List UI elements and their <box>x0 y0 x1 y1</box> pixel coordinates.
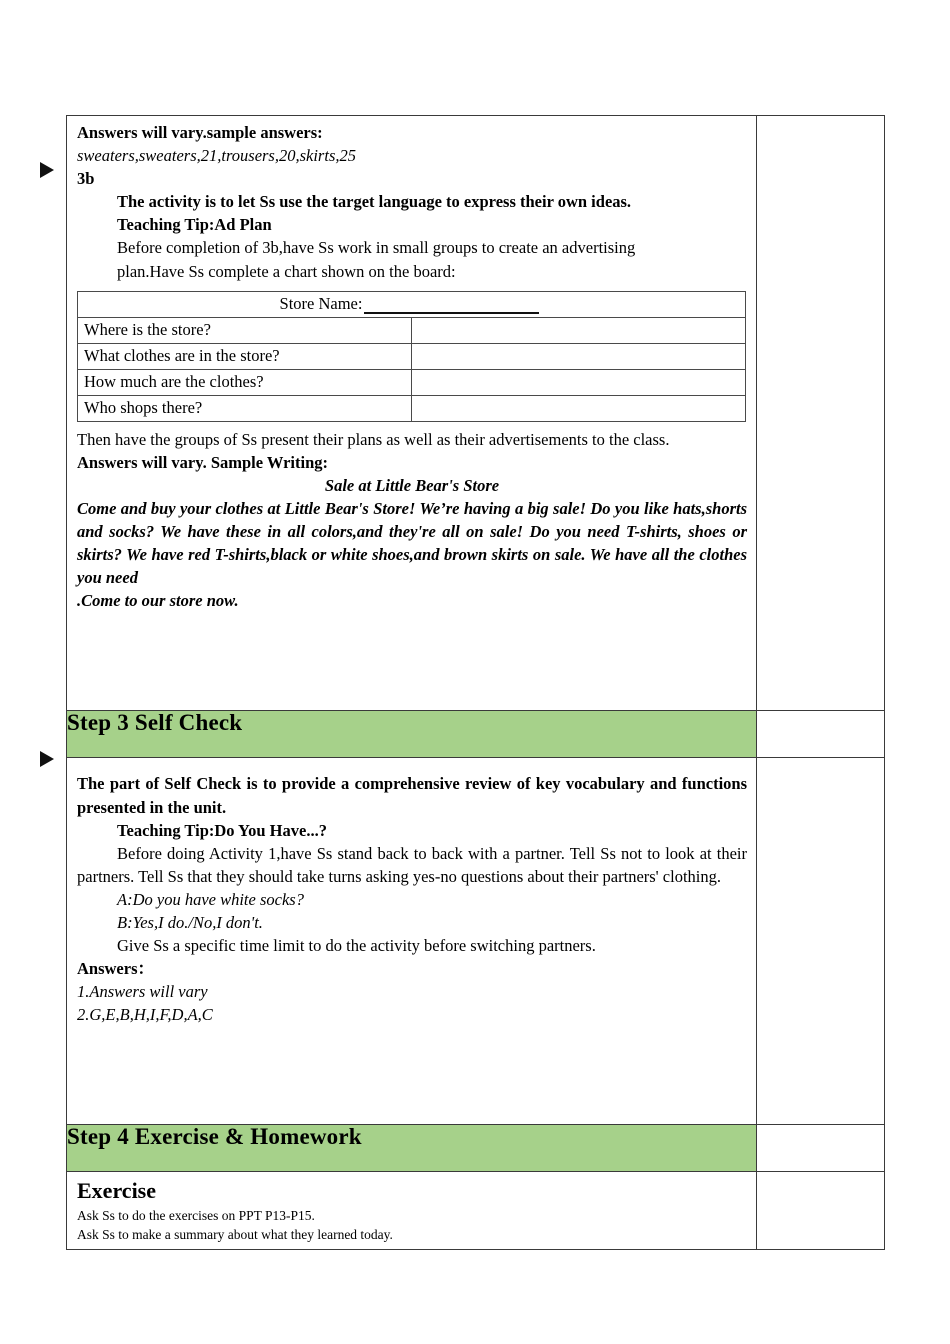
cell-step3-notes-column[interactable] <box>757 758 885 1125</box>
table-row-step3-content <box>67 758 885 1125</box>
table-row <box>78 317 746 343</box>
cell-exercise-content <box>67 1172 757 1249</box>
selfcheck-answer-2: 2.G,E,B,H,I,F,D,A,C <box>77 1005 213 1025</box>
cell-step3-banner-notes[interactable] <box>757 711 885 758</box>
store-plan-chart <box>77 291 746 422</box>
exercise-line-1: Ask Ss to do the exercises on PPT P13-P15. <box>77 1207 315 1223</box>
table-row <box>78 395 746 421</box>
sample-writing-title: Sale at Little Bear's Store <box>324 475 500 495</box>
chart-question-how-much: How much are the clothes? <box>78 369 412 395</box>
selfcheck-teaching-tip-heading: Teaching Tip:Do You Have...? <box>117 820 327 840</box>
chart-answer-how-much[interactable] <box>412 369 746 395</box>
cell-3b-notes-column[interactable] <box>757 116 885 711</box>
bullet-arrow-icon-selfcheck <box>40 749 62 771</box>
answers-heading-3b: Answers will vary.sample answers: <box>77 123 323 142</box>
cell-3b-content <box>67 116 757 711</box>
selfcheck-time-limit: Give Ss a specific time limit to do the activity before switching partners. <box>117 936 596 956</box>
exercise-heading: Exercise <box>77 1178 157 1204</box>
sample-writing-heading: Answers will vary. Sample Writing: <box>77 452 329 472</box>
sample-writing-body-last: .Come to our store now. <box>77 591 239 611</box>
tip-body-line2-3b: plan.Have Ss complete a chart shown on the board: <box>117 261 456 281</box>
selfcheck-answer-1: 1.Answers will vary <box>77 982 208 1002</box>
cell-step4-notes-column[interactable] <box>757 1172 885 1249</box>
table-row-3b <box>67 116 885 711</box>
store-name-header-cell <box>78 291 746 317</box>
selfcheck-tip-body: Before doing Activity 1,have Ss stand back to back with a partner. Tell Ss not to look at their partners. Tell Ss that they should take turns asking yes-no questions about their partners' clothing. <box>77 843 747 886</box>
chart-answer-what-clothes[interactable] <box>412 343 746 369</box>
selfcheck-intro: The part of Self Check is to provide a comprehensive review of key vocabulary and functions presented in the unit. <box>77 774 747 817</box>
step3-title: Step 3 Self Check <box>67 710 243 736</box>
chart-question-what-clothes: What clothes are in the store? <box>78 343 412 369</box>
table-row-step3-banner <box>67 711 885 758</box>
after-chart-text: Then have the groups of Ss present their plans as well as their advertisements to the class. <box>77 429 670 449</box>
table-row <box>78 343 746 369</box>
teaching-tip-heading-3b: Teaching Tip:Ad Plan <box>117 215 272 235</box>
bullet-arrow-icon-3b <box>40 160 62 182</box>
sample-writing-body: Come and buy your clothes at Little Bear's Store! We’re having a big sale! Do you like hats,shorts and socks? We have these in all colors,and they're all on sale! Do you need T-shirts, shoes or skirts? We have red T-shirts,black or white shoes,and brown skirts on sale. We have all the clothes you need <box>77 498 747 588</box>
activity-goal-3b: The activity is to let Ss use the target language to express their own ideas. <box>117 192 632 212</box>
exercise-line-2: Ask Ss to make a summary about what they learned today. <box>77 1227 393 1243</box>
table-row-step4-banner <box>67 1125 885 1172</box>
chart-question-who-shops: Who shops there? <box>78 395 412 421</box>
tip-body-line1-3b: Before completion of 3b,have Ss work in small groups to create an advertising <box>117 238 636 258</box>
table-row-step4-content <box>67 1172 885 1249</box>
lesson-plan-table <box>66 115 885 1250</box>
selfcheck-answers-heading: Answers： <box>77 959 154 979</box>
store-name-label: Store Name: <box>279 293 363 313</box>
step3-banner <box>67 711 757 758</box>
dialogue-line-b: B:Yes,I do./No,I don't. <box>117 912 263 932</box>
store-name-blank-field[interactable] <box>364 298 539 314</box>
label-3b: 3b <box>77 169 95 189</box>
cell-step3-content <box>67 758 757 1125</box>
chart-question-where: Where is the store? <box>78 317 412 343</box>
table-row <box>78 369 746 395</box>
step4-title: Step 4 Exercise & Homework <box>67 1124 362 1150</box>
cell-step4-banner-notes[interactable] <box>757 1125 885 1172</box>
dialogue-line-a: A:Do you have white socks? <box>117 889 304 909</box>
store-chart-header-row <box>78 291 746 317</box>
chart-answer-who-shops[interactable] <box>412 395 746 421</box>
answers-values-3b: sweaters,sweaters,21,trousers,20,skirts,25 <box>77 146 356 166</box>
chart-answer-where[interactable] <box>412 317 746 343</box>
step4-banner <box>67 1125 757 1172</box>
